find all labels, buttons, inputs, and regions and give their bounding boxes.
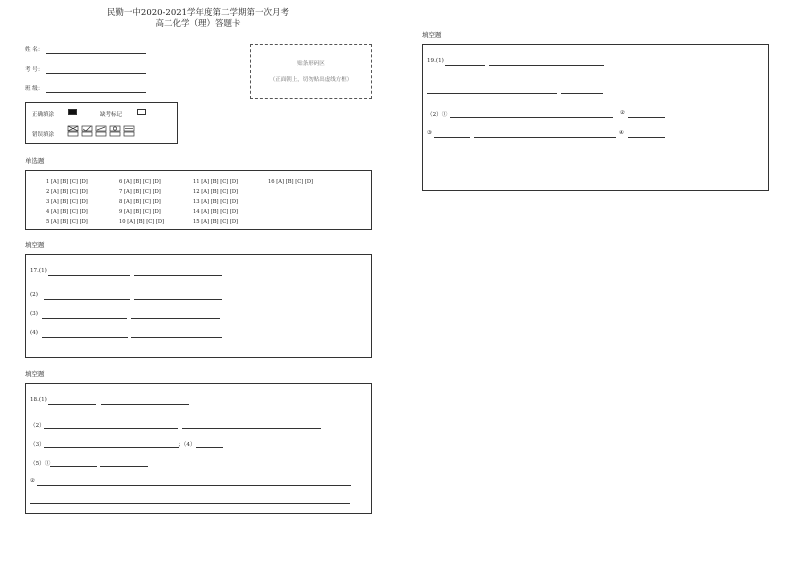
mc-col3[interactable] [193,177,238,227]
mc-row[interactable]: 15 [A] [B] [C] [D] [193,219,239,225]
q18-answer-line[interactable] [182,428,321,429]
section-single-choice: 单选题 [25,157,45,165]
q19-answer-line[interactable] [450,117,613,118]
section-fill-18: 填空题 [25,370,45,378]
q18-answer-line[interactable] [44,428,178,429]
q17-part4-label: (4) [30,330,38,336]
barcode-title: 贴条形码区 [297,61,325,67]
q19-answer-line[interactable] [628,117,665,118]
q17-answer-line[interactable] [134,299,222,300]
id-label: 考 号： [25,67,44,73]
q18-answer-line[interactable] [196,447,223,448]
q18-answer-line[interactable] [44,447,179,448]
mc-row[interactable]: 5 [A] [B] [C] [D] [46,219,88,225]
q17-part3-label: (3) [30,311,38,317]
q17-box [25,254,372,358]
q18-answer-line[interactable] [50,466,97,467]
absent-label: 缺考标记 [100,112,123,118]
q19-answer-line[interactable] [489,65,604,66]
mc-row[interactable]: 16 [A] [B] [C] [D] [268,179,314,185]
mc-col1[interactable] [46,177,88,227]
q17-part2-label: (2) [30,292,38,298]
q19-part3-label: ③ [427,130,433,136]
section-fill-17: 填空题 [25,241,45,249]
q19-answer-line[interactable] [445,65,485,66]
page-title: 民勤一中2020-2021学年度第二学期第一次月考 [106,8,290,18]
mc-box [25,170,372,230]
q17-answer-line[interactable] [48,275,130,276]
q17-answer-line[interactable] [131,337,222,338]
q19-answer-line[interactable] [628,137,665,138]
correct-fill-label: 正确填涂 [32,112,55,118]
correct-fill-mark [68,109,77,115]
q17-answer-line[interactable] [134,275,222,276]
q18-answer-line[interactable] [101,404,189,405]
q18-answer-line[interactable] [48,404,96,405]
q17-answer-line[interactable] [44,299,130,300]
mc-row[interactable]: 11 [A] [B] [C] [D] [193,179,239,185]
q18-part3-label: （3） [30,442,45,448]
barcode-note: （正面朝上，切勿贴出虚线方框） [269,77,353,83]
wrong-fill-examples [67,125,167,137]
q19-box [422,44,769,191]
mc-col2[interactable] [119,177,164,227]
q18-answer-line[interactable] [100,466,148,467]
mc-row[interactable]: 13 [A] [B] [C] [D] [193,199,239,205]
id-field[interactable] [46,73,146,74]
q18-answer-line[interactable] [37,485,351,486]
q18-box [25,383,372,514]
wrong-fill-label: 错误填涂 [32,132,55,138]
mc-row[interactable]: 4 [A] [B] [C] [D] [46,209,88,215]
q18-part1-label: 18.(1) [30,397,47,403]
q17-answer-line[interactable] [42,337,128,338]
barcode-area [250,44,372,99]
mc-row[interactable]: 1 [A] [B] [C] [D] [46,179,88,185]
q18-part5-label: （5）① [30,461,51,467]
q17-part1-label: 17.(1) [30,268,47,274]
q19-part2b-label: ② [620,110,626,116]
mc-row[interactable]: 12 [A] [B] [C] [D] [193,189,239,195]
q18-part6-label: ② [30,478,36,484]
mc-col4[interactable] [268,177,313,187]
class-field[interactable] [46,92,146,93]
q19-answer-line[interactable] [561,93,603,94]
q18-part4-label: ；（4） [178,442,196,448]
q19-part1-label: 19.(1) [427,58,444,64]
mc-row[interactable]: 8 [A] [B] [C] [D] [119,199,161,205]
mc-row[interactable]: 9 [A] [B] [C] [D] [119,209,161,215]
q19-answer-line[interactable] [434,137,470,138]
class-label: 班 级： [25,86,44,92]
q17-answer-line[interactable] [42,318,127,319]
section-fill-19: 填空题 [422,31,442,39]
page-subtitle: 高二化学（理）答题卡 [155,19,241,29]
q18-answer-line[interactable] [30,503,350,504]
mc-row[interactable]: 6 [A] [B] [C] [D] [119,179,161,185]
name-label: 姓 名： [25,47,44,53]
q19-part4-label: ④ [619,130,625,136]
q19-answer-line[interactable] [474,137,616,138]
q19-answer-line[interactable] [427,93,557,94]
mc-row[interactable]: 10 [A] [B] [C] [D] [119,219,165,225]
mc-row[interactable]: 7 [A] [B] [C] [D] [119,189,161,195]
mc-row[interactable]: 2 [A] [B] [C] [D] [46,189,88,195]
mc-row[interactable]: 14 [A] [B] [C] [D] [193,209,239,215]
q17-answer-line[interactable] [131,318,220,319]
q19-part2-label: （2）① [427,112,448,118]
mc-row[interactable]: 3 [A] [B] [C] [D] [46,199,88,205]
absent-mark-box[interactable] [137,109,146,115]
fill-guide [25,102,178,144]
q18-part2-label: （2） [30,423,45,429]
name-field[interactable] [46,53,146,54]
